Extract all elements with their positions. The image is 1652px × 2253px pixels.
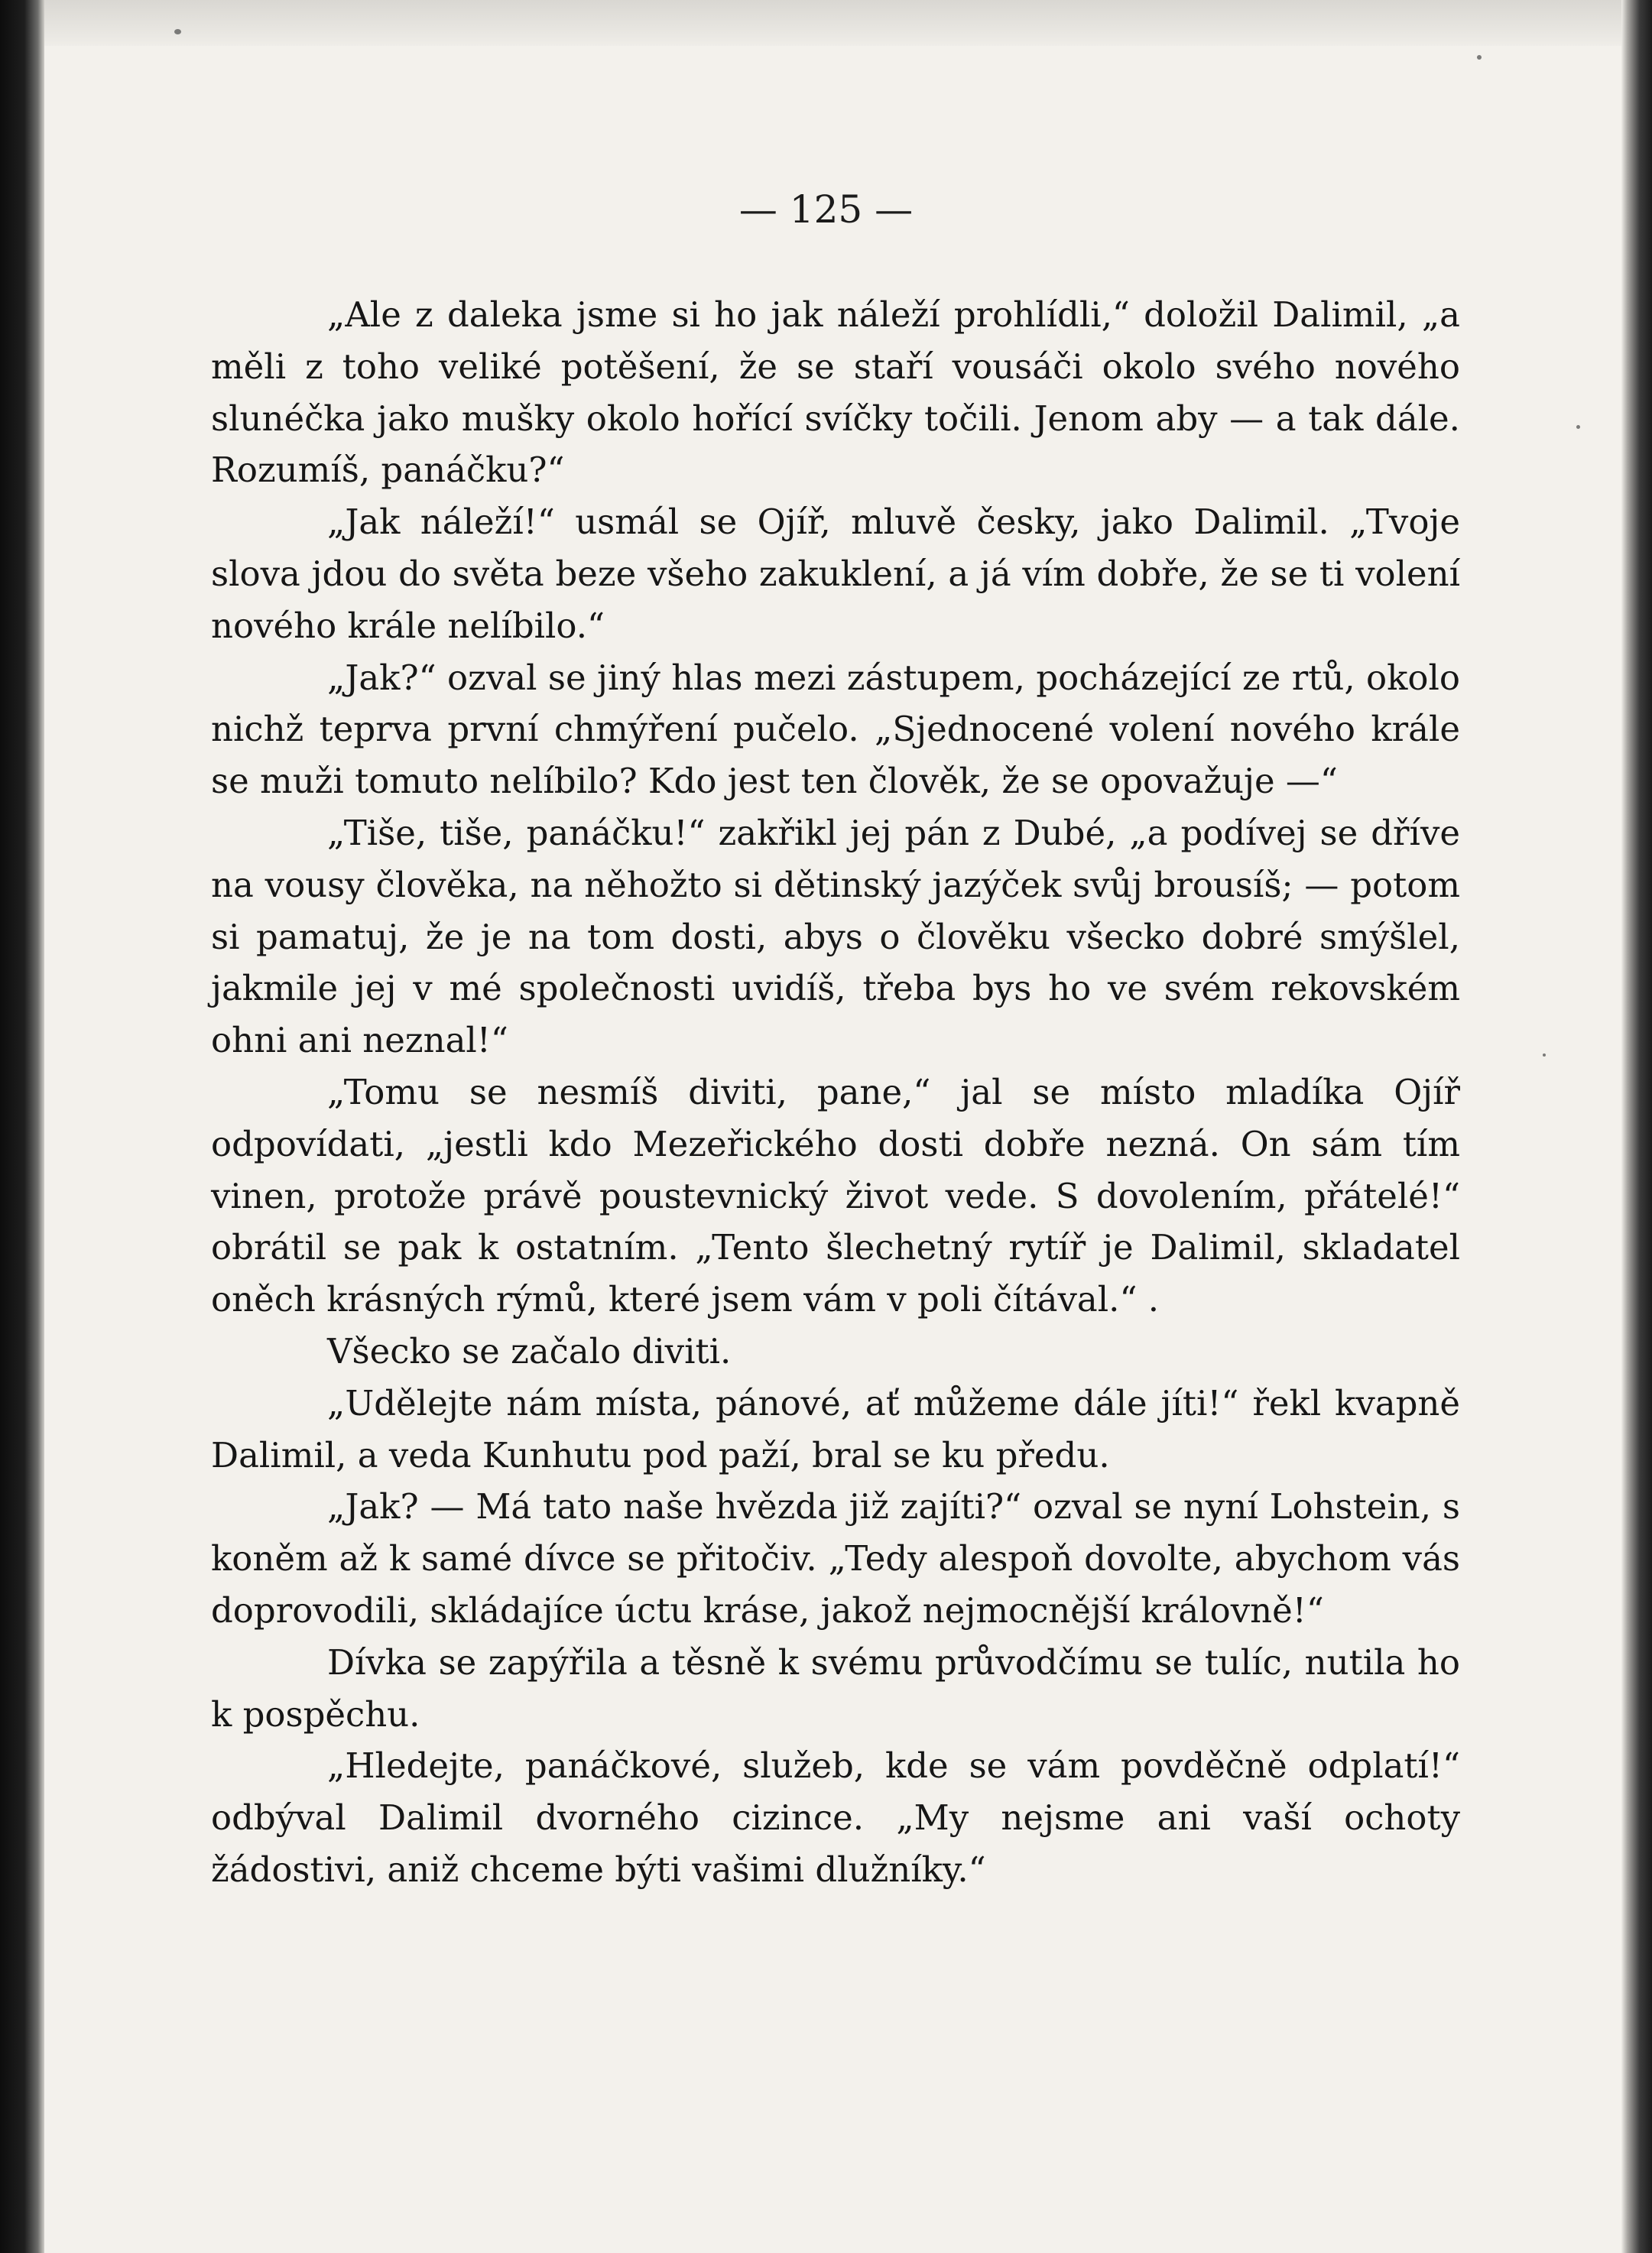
paragraph: „Jak náleží!“ usmál se Ojíř, mluvě česky, jako Dalimil. „Tvoje slova jdou do světa beze všeho zakuklení, a já vím dobře, že se ti volení nového krále nelíbilo.“ <box>211 502 1460 646</box>
page-number: — 125 — <box>738 187 914 232</box>
paragraph: „Jak? — Má tato naše hvězda již zajíti?“ ozval se nyní Lohstein, s koněm až k samé dívce se přitočiv. „Tedy alespoň dovolte, abychom vás doprovodili, skládajíce úctu kráse, jakož nejmocnější královně!“ <box>211 1486 1460 1631</box>
paragraph: „Jak?“ ozval se jiný hlas mezi zástupem, pocházející ze rtů, okolo nichž teprva první chmýření pučelo. „Sjednocené volení nového krále se muži tomuto nelíbilo? Kdo jest ten člověk, že se opovažuje —“ <box>211 657 1460 802</box>
paragraph: Dívka se zapýřila a těsně k svému průvodčímu se tulíc, nutila ho k pospěchu. <box>211 1641 1460 1735</box>
binding-edge <box>0 0 44 2253</box>
dust-speck <box>174 29 181 34</box>
paragraph: Všecko se začalo diviti. <box>327 1330 732 1372</box>
dust-speck <box>1477 55 1482 60</box>
page-right-edge <box>1621 0 1652 2253</box>
page-top-shadow <box>0 0 1652 46</box>
dust-speck <box>1576 425 1580 429</box>
dust-speck <box>1543 1053 1546 1057</box>
paragraph: „Tomu se nesmíš diviti, pane,“ jal se místo mladíka Ojíř odpovídati, „jestli kdo Mezeřického dosti dobře nezná. On sám tím vinen, protože právě poustevnický život vede. S dovolením, přátelé!“ obrátil se pak k ostatním. „Tento šlechetný rytíř je Dalimil, skladatel oněch krásných rýmů, které jsem vám v poli čítával.“ . <box>211 1071 1460 1320</box>
paragraph: „Hledejte, panáčkové, služeb, kde se vám povděčně odplatí!“ odbýval Dalimil dvorného cizince. „My nejsme ani vaší ochoty žádostivi, aniž chceme býti vašimi dlužníky.“ <box>211 1745 1460 1890</box>
paragraph: „Ale z daleka jsme si ho jak náleží prohlídli,“ doložil Dalimil, „a měli z toho veliké potěšení, že se staří vousáči okolo svého nového slunéčka jako mušky okolo hořící svíčky točili. Jenom aby — a tak dále. Rozumíš, panáčku?“ <box>211 294 1460 491</box>
paragraph: „Tiše, tiše, panáčku!“ zakřikl jej pán z Dubé, „a podívej se dříve na vousy člověka, na něhožto si dětinský jazýček svůj brousíš; — potom si pamatuj, že je na tom dosti, abys o člověku všecko dobré smýšlel, jakmile jej v mé společnosti uvidíš, třeba bys ho ve svém rekovském ohni ani neznal!“ <box>211 812 1460 1061</box>
paragraph: „Udělejte nám místa, pánové, ať můžeme dále jíti!“ řekl kvapně Dalimil, a veda Kunhutu pod paží, bral se ku předu. <box>211 1382 1460 1475</box>
body-text <box>211 289 1460 1896</box>
